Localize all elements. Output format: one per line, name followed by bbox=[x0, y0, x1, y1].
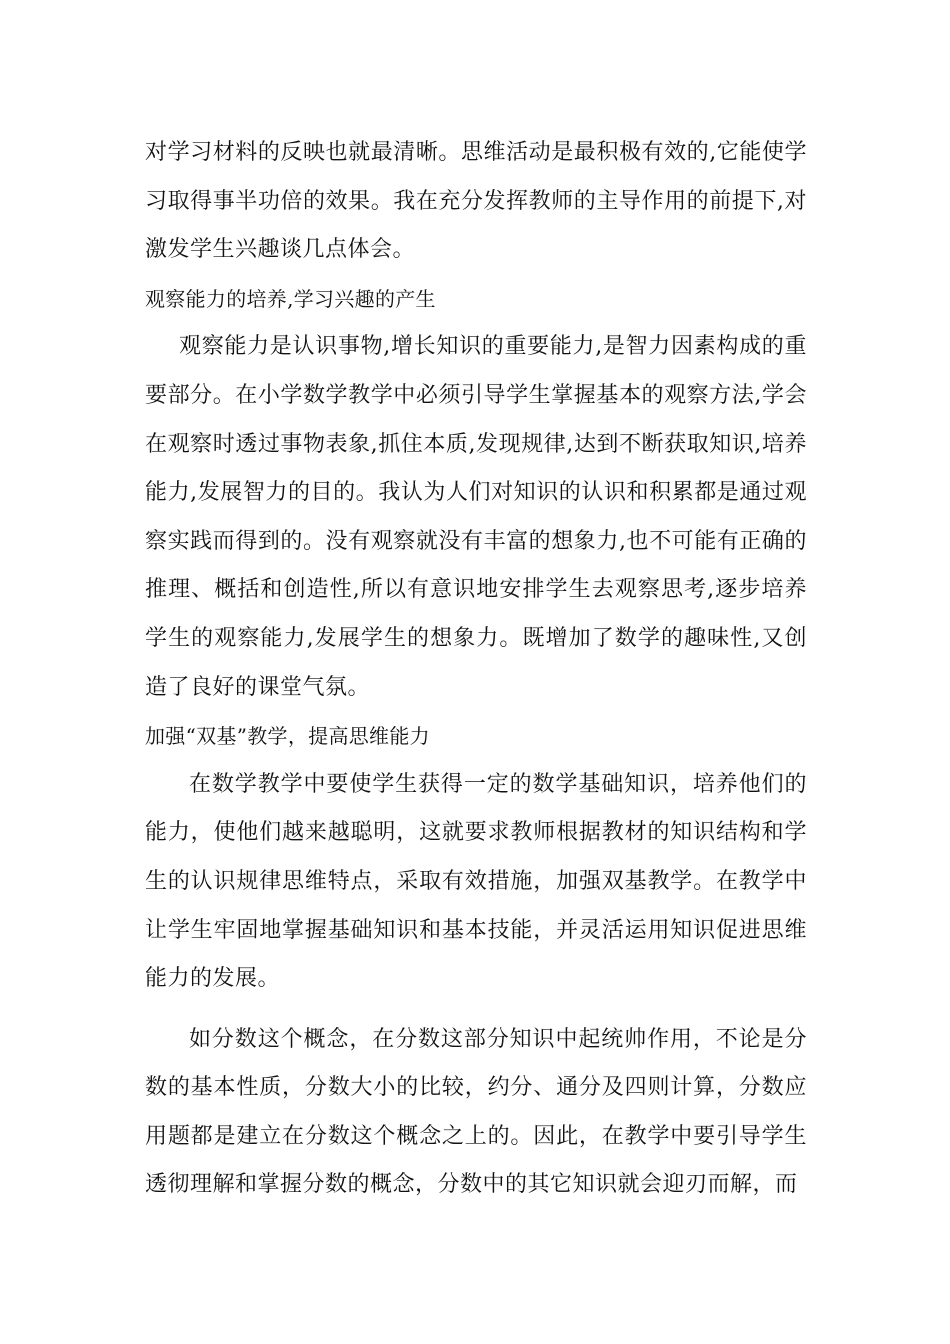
paragraph-intro-continued: 对学习材料的反映也就最清晰。思维活动是最积极有效的,它能使学习取得事半功倍的效果。我在充分发挥教师的主导作用的前提下,对激发学生兴趣谈几点体会。 bbox=[145, 140, 807, 263]
section-heading-double-basics: 加强“双基”教学，提高思维能力 bbox=[145, 724, 430, 749]
paragraph-fraction-concept: 如分数这个概念，在分数这部分知识中起统帅作用，不论是分数的基本性质，分数大小的比较，约分、通分及四则计算，分数应用题都是建立在分数这个概念之上的。因此，在教学中要引导学生透彻理解和掌握分数的概念，分数中的其它知识就会迎刃而解，而 bbox=[145, 1026, 807, 1198]
section-heading-observation: 观察能力的培养,学习兴趣的产生 bbox=[145, 286, 436, 311]
paragraph-observation: 观察能力是认识事物,增长知识的重要能力,是智力因素构成的重要部分。在小学数学教学中必须引导学生掌握基本的观察方法,学会在观察时透过事物表象,抓住本质,发现规律,达到不断获取知识,培养能力,发展智力的目的。我认为人们对知识的认识和积累都是通过观察实践而得到的。没有观察就没有丰富的想象力,也不可能有正确的推理、概括和创造性,所以有意识地安排学生去观察思考,逐步培养学生的观察能力,发展学生的想象力。既增加了数学的趣味性,又创造了良好的课堂气氛。 bbox=[145, 334, 807, 700]
paragraph-double-basics: 在数学教学中要使学生获得一定的数学基础知识，培养他们的能力，使他们越来越聪明，这就要求教师根据教材的知识结构和学生的认识规律思维特点，采取有效措施，加强双基教学。在教学中让学生牢固地掌握基础知识和基本技能，并灵活运用知识促进思维能力的发展。 bbox=[145, 771, 807, 992]
document-body bbox=[145, 129, 807, 1210]
